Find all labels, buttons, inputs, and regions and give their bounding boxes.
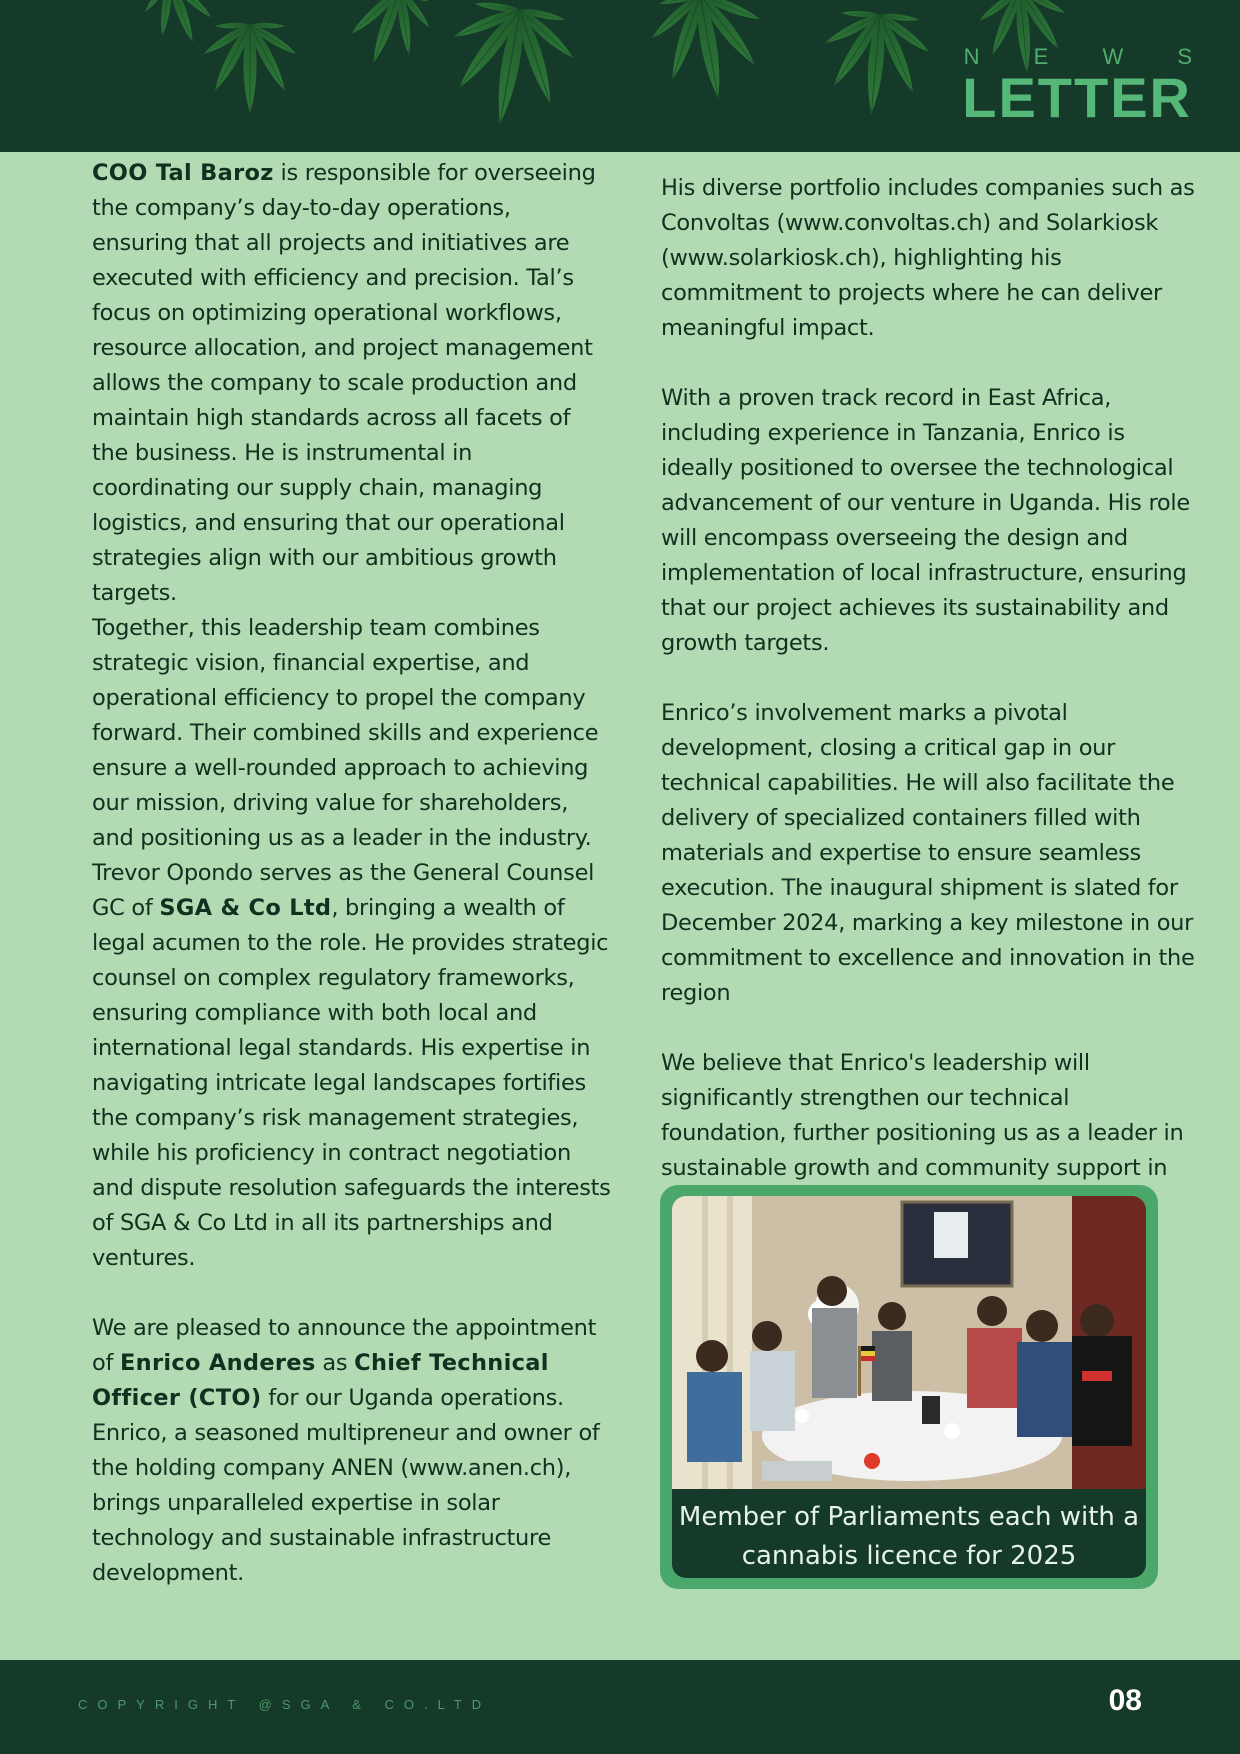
general-counsel-paragraph (92, 856, 612, 1276)
cto-intro: We are pleased to announce the appointment of (92, 1315, 597, 1376)
caption-line-2: cannabis licence for 2025 (741, 1541, 1077, 1571)
cto-as: as (315, 1350, 355, 1376)
group-meeting-photo (672, 1196, 1146, 1489)
photo-caption (672, 1498, 1146, 1576)
company-name: SGA & Co Ltd (159, 895, 332, 921)
cto-name: Enrico Anderes (119, 1350, 316, 1376)
gc-intro: Trevor Opondo serves as the General Counsel GC of (92, 860, 595, 921)
photo-card (660, 1185, 1158, 1589)
page-number: 08 (1108, 1684, 1142, 1717)
newsletter-logo (962, 44, 1216, 129)
left-column (92, 156, 612, 1591)
footer-bar (0, 1660, 1240, 1754)
cto-announcement-paragraph (92, 1311, 612, 1591)
east-africa-paragraph: With a proven track record in East Africa, including experience in Tanzania, Enrico is ideally positioned to oversee the technological advancement of our venture in Uganda. His role will encompass overseeing the design and implementation of local infrastructure, ensuring that our project achieves its sustainability and growth targets. (661, 385, 1190, 656)
portfolio-paragraph: His diverse portfolio includes companies such as Convoltas (www.convoltas.ch) and Solarkiosk (www.solarkiosk.ch), highlighting his commitment to projects where he can deliver meaningful impact. (661, 175, 1195, 341)
involvement-paragraph: Enrico’s involvement marks a pivotal development, closing a critical gap in our technical capabilities. He will also facilitate the delivery of specialized containers filled with materials and expertise to ensure seamless execution. The inaugural shipment is slated for December 2024, marking a key milestone in our commitment to excellence and innovation in the region (661, 700, 1195, 1006)
brand-news-text: N E W S (963, 44, 1216, 69)
coo-paragraph (92, 156, 612, 611)
copyright-text: COPYRIGHT @SGA & CO.LTD (78, 1697, 492, 1712)
caption-line-1: Member of Parliaments each with a (678, 1502, 1140, 1532)
header-banner (0, 0, 1240, 152)
leadership-paragraph: Together, this leadership team combines strategic vision, financial expertise, and operational efficiency to propel the company forward. Their combined skills and experience ensure a well-rounded approach to achieving our mission, driving value for shareholders, and positioning us as a leader in the industry. (92, 615, 599, 851)
cto-role: Chief Technical Officer (CTO) (92, 1350, 549, 1411)
gc-text: , bringing a wealth of legal acumen to the role. He provides strategic counsel on complex regulatory frameworks, ensuring compliance with both local and international legal standards. His expertise in navigating intricate legal landscapes fortifies the company’s risk management strategies, while his proficiency in contract negotiation and dispute resolution safeguards the interests of SGA & Co Ltd in all its partnerships and ventures. (92, 895, 611, 1271)
brand-letter-text: LETTER (962, 66, 1192, 129)
cto-text: for our Uganda operations. Enrico, a seasoned multipreneur and owner of the holding company ANEN (www.anen.ch), brings unparalleled expertise in solar technology and sustainable infrastructure development. (92, 1385, 600, 1586)
coo-text: is responsible for overseeing the company’s day-to-day operations, ensuring that all projects and initiatives are executed with efficiency and precision. Tal’s focus on optimizing operational workflows, resource allocation, and project management allows the company to scale production and maintain high standards across all facets of the business. He is instrumental in coordinating our supply chain, managing logistics, and ensuring that our operational strategies align with our ambitious growth targets. (92, 160, 596, 606)
leadership-belief-paragraph: We believe that Enrico's leadership will significantly strengthen our technical foundation, further positioning us as a leader in sustainable growth and community support in (661, 1050, 1184, 1181)
right-column (661, 171, 1201, 1221)
photo-frame (672, 1196, 1146, 1578)
coo-name: COO Tal Baroz (92, 160, 274, 186)
